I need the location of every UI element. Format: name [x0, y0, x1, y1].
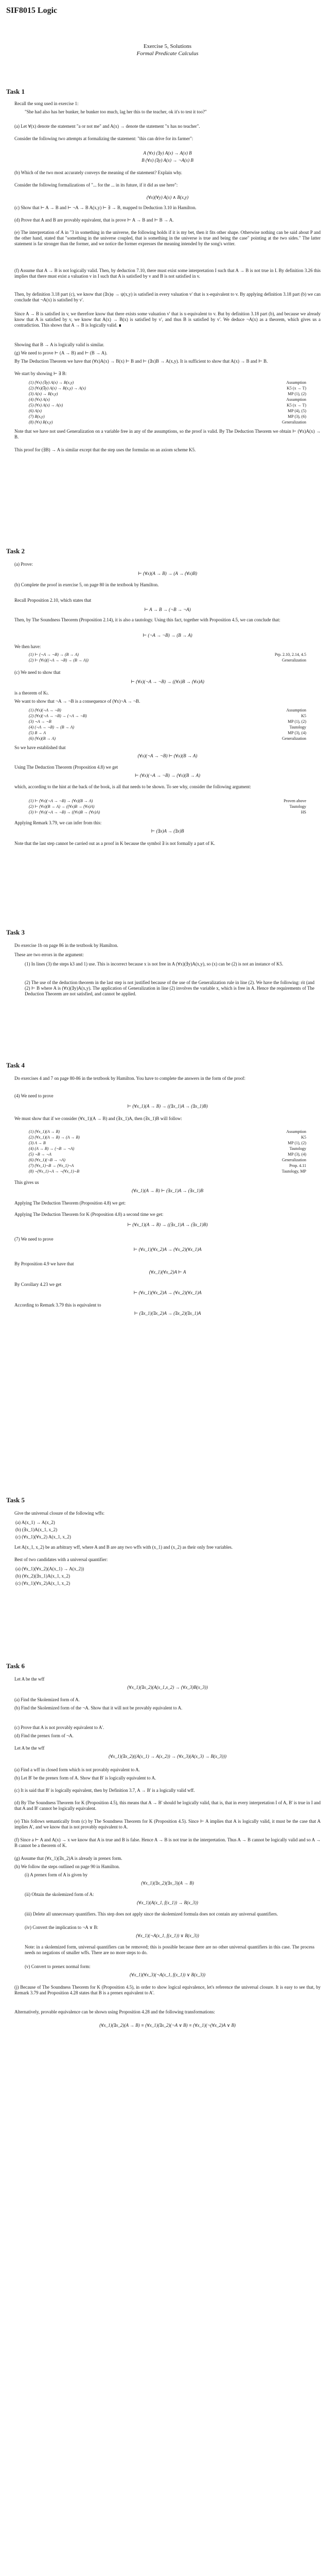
task5-answer-b: (b) (∀x_2)(∃x_1)A(x_1, x_2)	[15, 1573, 70, 1579]
task4-formula-d: (∀x_1)(A → B) ⊢ (∃x_1)A → (∃x_1)B	[131, 1188, 204, 1193]
proof-step-justification: Tautology, MP	[281, 1169, 306, 1174]
task6-part-t: (v) Convert to prenex normal form:	[25, 1964, 91, 1969]
proof-step	[29, 1141, 306, 1146]
task4-part-e: Applying The Deduction Theorem (Proposition 4.8) we get:	[14, 1200, 126, 1206]
task1-part-o: This proof for (∃B) → A is similar except that the step uses the formulas on an axiom scheme K5.	[14, 447, 196, 452]
proof-step-formula: (5) B → A	[29, 731, 46, 735]
proof-step	[29, 1129, 306, 1134]
task2-formula-f: ⊢ (∀x)(¬A → ¬B) → ((∀x)B → (∀x)A)	[131, 679, 204, 684]
proof-step-justification: Tautology	[289, 1146, 306, 1151]
proof-step-justification: MP (1), (2)	[288, 392, 306, 396]
task6-part-b: (a) Find the Skolemized form of A.	[14, 1697, 80, 1702]
task4-part-c: We must show that if we consider (∀x_1)(A → B) and (∃x_1)A, then (∃x_1)B will follow:	[14, 1116, 182, 1121]
proof-step-formula: (7) B(x,y)	[29, 414, 45, 419]
task6-part-c: (b) Find the Skolemized form of the ¬A. Show that it will not be provably equivalent to A.	[14, 1705, 183, 1710]
proof-step-formula: (6) A(x)	[29, 409, 42, 413]
task5-item-b: (b) (∃x_1)A(x_1, x_2)	[15, 1527, 58, 1532]
proof-step-justification: Generalization	[281, 420, 306, 425]
proof-step-formula: (5) ¬B → ¬A	[29, 1152, 51, 1157]
proof-step-formula: (6) (∀x)(B → A)	[29, 736, 56, 741]
task1-part-d: (c) Show that ⊢ A → B and ⊢ ¬A → B A(x,y) ⊢ ∃ → B, mapped to Deduction 3.10 in Hamilton.	[14, 205, 197, 210]
task2-part-j: Using The Deduction Theorem (Proposition 4.8) we get	[14, 765, 118, 770]
proof-step-formula: (2) (∀x)(¬A → ¬B) → (¬A → ¬B)	[29, 714, 87, 718]
task5-item-a: (a) A(x_1) → A(x_2)	[15, 1520, 55, 1525]
task6-part-h: (b) Let B' be the prenex form of A. Show that B' is logically equivalent to A.	[14, 1775, 156, 1781]
proof-step-justification: Assumption	[286, 397, 306, 402]
task1-part-a2: Consider the following two attempts at formalizing the statement: "this can drive for its farmer":	[14, 136, 193, 141]
task6-part-m: (g) Assume that (∀x_1)(∃x_2)A is already in prenex form.	[14, 1856, 122, 1861]
task4-formula-g: ⊢ (∀x_1)(∀x_2)A → (∀x_2)(∀x_1)A	[133, 1247, 202, 1252]
proof-step-formula: (4) (¬A → ¬B) → (B → A)	[29, 725, 75, 730]
task2-part-l: Applying Remark 3.79, we can infer from this:	[14, 820, 102, 825]
task1-formula-c: (∀x)(∀y) A(x) ∧ B(x,y)	[146, 195, 189, 200]
course-title: SIF8015 Logic	[6, 6, 58, 15]
proof-step-formula: (3) ⊢ (∀x)(¬A → ¬B) → ((∀x)B → (∀x)A)	[29, 810, 100, 815]
proof-step-formula: (6) (∀x_1)(¬B → ¬A)	[29, 1158, 65, 1162]
task-2-heading: Task 2	[6, 547, 25, 555]
proof-step	[29, 731, 306, 736]
task1-part-f: (e) The interpretation of A in "3 in something in the universe, the following holds if it is my bet, then it fits other shape. Otherwise nothing can be said about P and the other hand, stated that "something in the universe coupled, that is something in the universe is true and being the case" pointing at the two sides." The latter statement is far stronger than the former, and we notice the former expresses the meaning intended by the song's writer.	[14, 230, 321, 246]
task1-part-b: (b) Which of the two most accurately conveys the meaning of the statement? Explain why.	[14, 170, 182, 175]
proof-step	[29, 403, 306, 408]
task2-part-a: (a) Prove:	[14, 562, 33, 567]
task6-part-q: (iii) Delete all unnecessary quantifiers. This step does not apply since the skolemized formula does not contain any universal quantifiers.	[25, 1911, 278, 1917]
proof-step-formula: (4) (∀x) A(x)	[29, 397, 50, 402]
proof-step-justification: MP (3), (4)	[288, 1152, 306, 1157]
task6-formula-o: (∀x_1)(∃x_2)(∃x_3)(A → B)	[141, 1880, 194, 1886]
proof-step-formula: (3) A → B	[29, 1141, 46, 1145]
task6-part-s: Note: in a skolemized form, universal quantifiers can be removed; this is possible because there are no other universal quantifiers in this case. The process needs no negations of smaller wffs. There are no more steps to do.	[25, 1944, 314, 1955]
task6-part-i: (c) It is said that B' is logically equivalent, then by Definition 3.7, A → B' is a logically valid wff.	[14, 1788, 195, 1793]
task2-part-i: So we have established that	[14, 745, 66, 750]
task1-part-l: By The Deduction Theorem we have that (∀x)A(x) → B(x) ⊢ B and ⊢ (∃x)B → A(x,y). It is sufficient to show that A(x) → B and ⊢ B.	[14, 359, 268, 364]
task1-part-i: Since A → B is satisfied in v, we therefore know that there exists some valuation v' that is x-equivalent to v. But by definition 3.18 part (b), and because we already know that A is satisfied by v, we know that A(x) → B(x) is satisfied by v', and thus B is satisfied by v'. We deduce ¬A(x) as a theorem, which gives us a contradiction. This shows that A → B is logically valid. ∎	[14, 311, 321, 328]
task4-part-b: (4) We need to prove	[14, 1093, 54, 1098]
proof-step-justification: Assumption	[286, 1129, 306, 1134]
task6-part-v: Alternatively, provable equivalence can be shown using Proposition 4.28 and the following transformations:	[14, 2009, 215, 2014]
proof-step-justification: MP (1), (2)	[288, 719, 306, 724]
task2-part-f: (c) We need to show that	[14, 670, 61, 675]
proof-step	[29, 658, 306, 663]
task2-part-b: (b) Complete the proof in exercise 5, on page 80 in the textbook by Hamilton.	[14, 582, 159, 587]
proof-step	[29, 804, 306, 809]
task6-part-g: (a) Find a wff in closed form which is not provably equivalent to A.	[14, 1767, 140, 1772]
task6-part-d: (c) Prove that A is not provably equivalent to A'.	[14, 1725, 104, 1730]
task-4-heading: Task 4	[6, 1061, 25, 1069]
task6-part-p: (ii) Obtain the skolemized form of A:	[25, 1892, 94, 1897]
task1-part-c: Consider the following formalizations of "... for the ... in its future, if it did as use here":	[14, 182, 178, 188]
proof-step-justification: MP (4), (5)	[288, 409, 306, 413]
proof-step	[29, 420, 306, 425]
proof-step	[29, 1169, 306, 1174]
proof-step-justification: K5	[301, 714, 306, 718]
task3-part-c: (1) In lines (3) the steps k3 and 1) use. This is incorrect because x is not free in A (∀x)(∃y)A(x,y), so (x) can be (2) is not an instance of K5.	[25, 961, 284, 967]
proof-step	[29, 719, 306, 724]
task4-part-d: This gives us	[14, 1180, 39, 1185]
task2-formula-d: ⊢ (¬A → ¬B) → (B → A)	[143, 633, 192, 638]
task6-formula-v: (∀x_1)(∃x_2)(A → B) ≡ (∀x_1)(∃x_2)(¬A ∨ B) ≡ (∀x_1)(¬(∀x_2)A ∨ B)	[99, 2023, 236, 2028]
proof-step-justification: K5	[301, 1135, 306, 1140]
task4-formula-h: (∀x_1)(∀x_2)A ⊢ A	[149, 1269, 186, 1275]
proof-step-justification: Generalization	[281, 1158, 306, 1162]
task1-part-n: Note that we have not used Generalization on a variable free in any of the assumptions, so the proof is valid. By The Deduction Theorem we obtain ⊢ (∀x)A(x) → B.	[14, 429, 321, 439]
task4-formula-b: ⊢ (∀x_1)(A → B) → ((∃x_1)A → (∃x_1)B)	[127, 1104, 208, 1109]
proof-step-formula: (2) ⊢ (∀x)(B → A) → ((∀x)B → (∀x)A)	[29, 804, 95, 809]
proof-step-formula: (8) (∀x) B(x,y)	[29, 420, 53, 425]
task1-part-m: We start by showing ⊢ ∃ B:	[14, 371, 67, 376]
proof-step-formula: (4) (A → B) → (¬B → ¬A)	[29, 1146, 75, 1151]
task6-formula-f: (∀x_1)(∃x_2)((A(x_1) → A(x_2)) → (∀x_3)(A(x_3) → B(x_3)))	[109, 1754, 226, 1759]
proof-step-formula: (3) A(x) → B(x,y)	[29, 392, 58, 396]
task1-part-g: (f) Assume that A → B is not logically valid. Then, by deduction 7.10, there must exist some interpretation I such that A → B is not true in I. By definition 3.26 this implies that there must exist a valuation v in I such that A is satisfied by v and B is not satisfied in v.	[14, 268, 321, 279]
proof-step-justification: K5 (x → T)	[287, 403, 306, 408]
task1-formula-a: A (∀x) (∃y) A(x) → A(x) B	[143, 150, 192, 156]
task3-part-a: Do exercise 1b on page 86 in the textbook by Hamilton.	[14, 943, 118, 948]
task1-part-a: (a) Let ∀(x) denote the statement "a or not me" and A(x) → denote the statement "x has no teacher".	[14, 124, 200, 129]
exercise-subtitle: Formal Predicate Calculus	[136, 50, 199, 57]
task1-quote: "She had also has her bunker, he bunker too much, lag her this to the teacher, ok it's to test it too?"	[25, 109, 207, 114]
proof-step	[29, 652, 306, 657]
task6-part-r: (iv) Convert the implication to ¬A ∨ B:	[25, 1925, 98, 1930]
task4-part-a: Do exercises 4 and 7 on page 80-86 in the textbook by Hamilton. You have to complete the answers in the form of the proof:	[14, 1076, 245, 1081]
proof-step-justification: MP (3), (6)	[288, 414, 306, 419]
task1-formula-b: B (∀x) (∃y) A(x) → ¬A(x) B	[142, 158, 193, 163]
task4-formula-f: ⊢ (∀x_1)(A → B) → ((∃x_1)A → (∃x_1)B)	[127, 1222, 208, 1227]
proof-step-justification: Prop. 4.11	[289, 1163, 306, 1168]
document-header	[6, 6, 329, 57]
task6-part-n: (h) We follow the steps outlined on page 90 in Hamilton.	[14, 1864, 120, 1869]
proof-step	[29, 799, 306, 804]
proof-step-formula: (5) (∀x) A(x) → A(x)	[29, 403, 63, 408]
task4-part-f: Applying The Deduction Theorem for K (Proposition 4.8) a second time we get:	[14, 1212, 164, 1217]
proof-step-justification: Prp. 2.10, 2.14, 4.5	[274, 652, 306, 657]
proof-step-justification: Assumption	[286, 708, 306, 713]
proof-step-formula: (1) ⊢ (∀x)(¬A → ¬B) → (∀x)(B → A)	[29, 799, 93, 803]
task2-part-e: We then have:	[14, 644, 41, 649]
proof-step-formula: (2) (∀x)(∃y) A(x) → B(x,y) → A(x)	[29, 386, 86, 391]
task6-formula-p: (∀x_1)(A(x_1, f(x_1)) → B(x_3))	[137, 1900, 198, 1905]
proof-step-formula: (1) (∀x)(¬A → ¬B)	[29, 708, 61, 713]
task6-part-a: Let A be the wff	[14, 1676, 45, 1682]
task2-formula-l: ⊢ (∃x)A → (∃x)B	[151, 828, 184, 834]
proof-step-formula: (1) ⊢ (¬A → ¬B) → (B → A)	[29, 652, 79, 657]
task5-answer-c: (c) (∀x_1)(∀x_2)A(x_1, x_2)	[15, 1581, 70, 1586]
task-1-heading: Task 1	[6, 88, 25, 95]
proof-step	[29, 810, 306, 815]
task6-part-o: (i) A prenex form of A is given by	[25, 1872, 87, 1877]
proof-step	[29, 414, 306, 419]
task-6-heading: Task 6	[6, 1662, 25, 1670]
task5-item-c: (c) (∀x_1)(∀x_2) A(x_1, x_2)	[15, 1534, 71, 1539]
proof-step	[29, 725, 306, 730]
proof-step	[29, 736, 306, 741]
task2-part-d: Then, by The Soundness Theorem (Proposition 2.14), it is also a tautology. Using this fact, together with Proposition 4.5, we can conclude that:	[14, 617, 280, 622]
task5-part-a: Give the universal closure of the following wffs:	[14, 1511, 105, 1516]
task4-formula-j: ⊢ (∃x_1)(∃x_2)A → (∃x_2)(∃x_1)A	[134, 1311, 201, 1316]
proof-step	[29, 708, 306, 713]
task1-part-h: Then, by definition 3.18 part (c), we know that (∃x)φ → ψ(x,y) is satisfied in every valuation v' that is x-equivalent to v. By applying definition 3.18 part (b) we can conclude that ¬A(x) is satisfied by v'.	[14, 292, 321, 302]
task-5-heading: Task 5	[6, 1496, 25, 1504]
proof-step-justification: Assumption	[286, 380, 306, 385]
proof-step-formula: (7) (∀x_1)¬B → (∀x_1)¬A	[29, 1163, 74, 1168]
proof-step-justification: Generalization	[281, 658, 306, 663]
task3-part-b: These are two errors in the argument:	[14, 952, 84, 957]
proof-step	[29, 1158, 306, 1163]
task2-part-m: Note that the last step cannot be carried out as a proof in K because the symbol ∃ is not formally a part of K.	[14, 841, 216, 846]
task2-part-k: which, according to the hint at the back of the book, is all that needs to be shown. To see why, consider the following argument:	[14, 784, 251, 789]
proof-step	[29, 1146, 306, 1151]
proof-step-justification: MP (3), (4)	[288, 731, 306, 735]
task2-formula-c: ⊢ A → B → (¬B → ¬A)	[144, 607, 191, 612]
task6-part-j: (d) By The Soundness Theorem for K (Proposition 4.5), this means that A → B' should be logically valid, that is, that in every interpretation I of A, B' is true in I and that A and B' cannot be logically equivalent.	[14, 1800, 321, 1811]
exercise-title: Exercise 5, Solutions	[143, 43, 192, 49]
proof-step	[29, 714, 306, 719]
task3-part-d: (2) The use of the deduction theorem in the last step is not justified because of the use of the Generalization rule in line (2). We have the following: rit (and (2) ⊢ B where A is (∀x)(∃y)A(x,y). The application of Generalization in line (2) involves the variable x, which is free in A. Hence the requirements of The Deduction Theorem are not satisfied, and cannot be applied.	[25, 980, 314, 996]
proof-step-justification: Generalization	[281, 736, 306, 741]
task6-formula-a: (∀x_1)(∃x_2)(A(x_1,x_2) → (∀x_3)B(x_3))	[127, 1685, 208, 1690]
proof-step-formula: (3) ¬A → ¬B	[29, 719, 51, 724]
task4-part-i: By Corollary 4.23 we get	[14, 1282, 62, 1287]
proof-step	[29, 392, 306, 397]
task4-part-j: According to Remark 3.79 this is equivalent to	[14, 1302, 101, 1308]
task2-part-c: Recall Proposition 2.10, which states that	[14, 598, 92, 603]
task4-part-g: (7) We need to prove	[14, 1236, 54, 1242]
proof-step-formula: (2) (∀x_1)(A → B) → (A → B)	[29, 1135, 80, 1140]
task6-formula-t: (∀x_1)(∀x_3)(¬A(x_1, f(x_1)) ∨ B(x_3))	[130, 1972, 205, 1977]
proof-step-formula: (1) (∀x_1)(A → B)	[29, 1129, 60, 1134]
proof-step	[29, 386, 306, 391]
proof-step-justification: MP (1), (2)	[288, 1141, 306, 1145]
task1-part-j: Showing that B → A is logically valid is similar.	[14, 342, 104, 347]
task5-answer-a: (a) (∀x_1)(∀x_2)(A(x_1) → A(x_2))	[15, 1566, 84, 1571]
task6-formula-r: (∀x_1)(¬A(x_1, f(x_1)) ∨ B(x_3))	[136, 1933, 199, 1938]
proof-step-formula: (2) ⊢ (∀x)((¬A → ¬B) → (B → A))	[29, 658, 89, 663]
task4-part-h: By Proposition 4.9 we have that	[14, 1261, 74, 1266]
task5-part-c: Best of two candidates with a universal quantifier:	[14, 1557, 108, 1562]
task2-part-h: We want to show that ¬A → ¬B is a consequence of (∀x)¬A → ¬B.	[14, 699, 140, 704]
task6-part-f: Let A be the wff	[14, 1745, 45, 1751]
proof-step	[29, 380, 306, 385]
task-3-heading: Task 3	[6, 928, 25, 936]
task2-formula-j: ⊢ (∀x)(¬A → ¬B) → (∀x)(B → A)	[134, 773, 201, 778]
task5-part-b: Let A(x_1, x_2) be an arbitrary wff, where A and B are any two wffs with (x_1) and (x_2) as their only free variables.	[14, 1545, 233, 1550]
proof-step-justification: HS	[301, 810, 306, 815]
proof-step-formula: (8) ¬(∀x_1)¬A → ¬(∀x_1)¬B	[29, 1169, 79, 1174]
proof-step	[29, 1135, 306, 1140]
proof-step	[29, 409, 306, 414]
task1-part-e: (d) Prove that A and B are provably equivalent, that is prove ⊢ A → B and ⊢ B → A.	[14, 217, 174, 223]
proof-step-justification: K5 (x → T)	[287, 386, 306, 391]
task6-part-u: (j) Because of The Soundness Theorem for K (Proposition 4.5), in order to show logical equivalence, let's reference the universal closure. It is easy to see that, by Remark 3.79 and Proposition 4.28 states that B is a prenex equivalent to A'.	[14, 1985, 321, 1995]
proof-step-formula: (1) (∀x) (∃y) A(x) → B(x,y)	[29, 380, 74, 385]
proof-step	[29, 397, 306, 402]
task1-part-k: (g) We need to prove ⊢ (A → B) and ⊢ (B → A).	[14, 350, 108, 355]
task6-part-l: (f) Since a ⊢ A and A(x) → x we know that A is true and B is false. Hence A → B is not true in the interpretation. Thus A → B cannot be logically valid and so A → B cannot be a theorem of K.	[14, 1837, 321, 1848]
task4-formula-i: ⊢ (∀x_1)(∀x_2)A → (∀x_2)(∀x_1)A	[133, 1290, 202, 1295]
task2-part-g: is a theorem of Kₗ.	[14, 690, 49, 696]
proof-step-justification: Tautology	[289, 804, 306, 809]
task1-intro: Recall the song used in exercise 1:	[14, 101, 79, 106]
proof-step	[29, 1152, 306, 1157]
task2-formula-a: ⊢ (∀x)(A → B) → (A → (∀x)B)	[138, 571, 197, 576]
task6-part-e: (d) Find the prenex form of ¬A.	[14, 1733, 74, 1738]
proof-step	[29, 1163, 306, 1168]
proof-step-justification: Proven above	[284, 799, 306, 803]
task2-formula-i: (∀x)(¬A → ¬B) ⊢ (∀x)(B → A)	[137, 753, 198, 758]
proof-step-justification: Tautology	[289, 725, 306, 730]
task6-part-k: (e) This follows semantically from (c) by The Soundness Theorem for K (Proposition 4.5). Since ⊢ A implies that A is logically valid, it must be the case that A implies A', and we know that is not provably equivalent to A.	[14, 1819, 321, 1829]
